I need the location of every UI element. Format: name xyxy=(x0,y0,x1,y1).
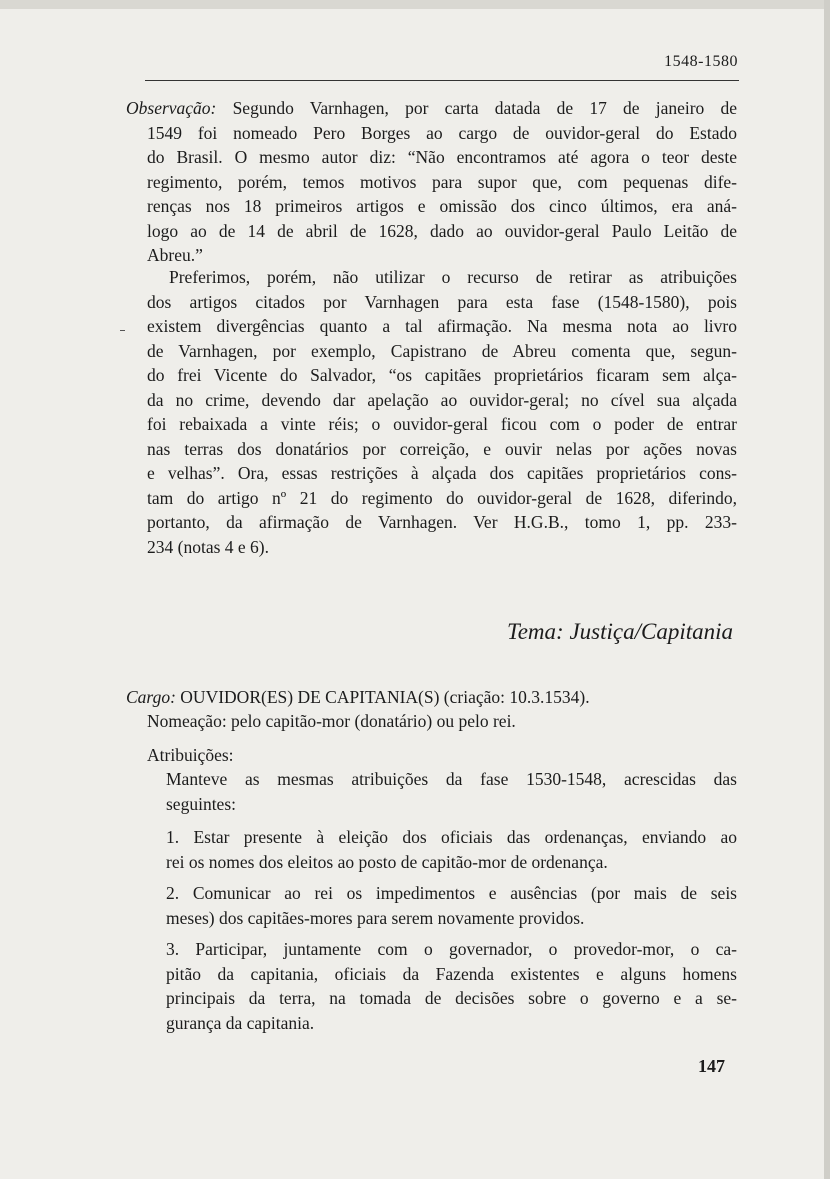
observacao-line-text: Segundo Varnhagen, por carta datada de 17 de janeiro de xyxy=(232,98,737,118)
atribuicoes-intro xyxy=(166,767,737,816)
text-line: de Varnhagen, por exemplo, Capistrano de Abreu comenta que, segun- xyxy=(147,340,737,361)
text-line: Preferimos, porém, não utilizar o recurso de retirar as atribuições xyxy=(169,267,737,287)
atribuicoes-heading: Atribuições: xyxy=(147,745,234,765)
text-line: pitão da capitania, oficiais da Fazenda existentes e alguns homens xyxy=(166,963,737,984)
text-line: Manteve as mesmas atribuições da fase 1530-1548, acrescidas das xyxy=(166,769,737,789)
text-line: Abreu.” xyxy=(147,245,203,265)
atribuicao-item-2 xyxy=(166,881,737,930)
header-rule xyxy=(145,80,739,81)
preferimos-paragraph xyxy=(147,265,737,559)
cargo-label: Cargo: xyxy=(126,687,176,707)
text-line: 234 (notas 4 e 6). xyxy=(147,536,269,557)
text-line: da no crime, devendo dar apelação ao ouvidor-geral; no cível sua alçada xyxy=(147,389,737,410)
text-line: meses) dos capitães-mores para serem novamente providos. xyxy=(166,907,585,928)
observacao-label: Observação: xyxy=(126,98,217,118)
page-number: 147 xyxy=(698,1056,725,1076)
text-line xyxy=(126,96,737,121)
text-line: do Brasil. O mesmo autor diz: “Não encontramos até agora o teor deste xyxy=(147,147,737,167)
text-line: 2. Comunicar ao rei os impedimentos e ausências (por mais de seis xyxy=(166,883,737,903)
text-line: foi rebaixada a vinte réis; o ouvidor-geral ficou com o poder de entrar xyxy=(147,414,737,434)
text-line: dos artigos citados por Varnhagen para esta fase (1548-1580), pois xyxy=(147,291,737,312)
scan-mark xyxy=(120,330,125,331)
cargo-line xyxy=(126,685,716,710)
text-line: renças nos 18 primeiros artigos e omissão dos cinco últimos, era aná- xyxy=(147,196,737,216)
text-line: e velhas”. Ora, essas restrições à alçada dos capitães proprietários cons- xyxy=(147,463,737,483)
text-line: 3. Participar, juntamente com o governador, o provedor-mor, o ca- xyxy=(166,939,737,959)
running-head: 1548-1580 xyxy=(664,53,738,70)
text-line: tam do artigo nº 21 do regimento do ouvidor-geral de 1628, diferindo, xyxy=(147,487,737,508)
text-line: existem divergências quanto a tal afirmação. Na mesma nota ao livro xyxy=(147,316,737,336)
scan-edge-top xyxy=(0,0,830,9)
atribuicao-item-3 xyxy=(166,937,737,1035)
text-line: regimento, porém, temos motivos para supor que, com pequenas dife- xyxy=(147,171,737,192)
text-line: 1. Estar presente à eleição dos oficiais das ordenanças, enviando ao xyxy=(166,827,737,847)
observacao-paragraph xyxy=(126,96,737,268)
text-line: do frei Vicente do Salvador, “os capitães proprietários ficaram sem alça- xyxy=(147,365,737,385)
cargo-value: OUVIDOR(ES) DE CAPITANIA(S) (criação: 10.3.1534). xyxy=(180,687,590,707)
text-line: rei os nomes dos eleitos ao posto de capitão-mor de ordenança. xyxy=(166,851,608,872)
text-line: portanto, da afirmação de Varnhagen. Ver H.G.B., tomo 1, pp. 233- xyxy=(147,512,737,532)
text-line: 1549 foi nomeado Pero Borges ao cargo de ouvidor-geral do Estado xyxy=(147,122,737,143)
nomeacao-line: Nomeação: pelo capitão-mor (donatário) ou pelo rei. xyxy=(147,711,516,731)
text-line: seguintes: xyxy=(166,793,236,814)
section-heading-tema: Tema: Justiça/Capitania xyxy=(507,619,733,644)
text-line: logo ao de 14 de abril de 1628, dado ao ouvidor-geral Paulo Leitão de xyxy=(147,220,737,241)
atribuicao-item-1 xyxy=(166,825,737,874)
text-line: principais da terra, na tomada de decisões sobre o governo e a se- xyxy=(166,988,737,1008)
scan-edge-right xyxy=(824,0,830,1179)
text-line: nas terras dos donatários por correição, e ouvir nelas por ações novas xyxy=(147,438,737,459)
text-line: gurança da capitania. xyxy=(166,1012,315,1033)
